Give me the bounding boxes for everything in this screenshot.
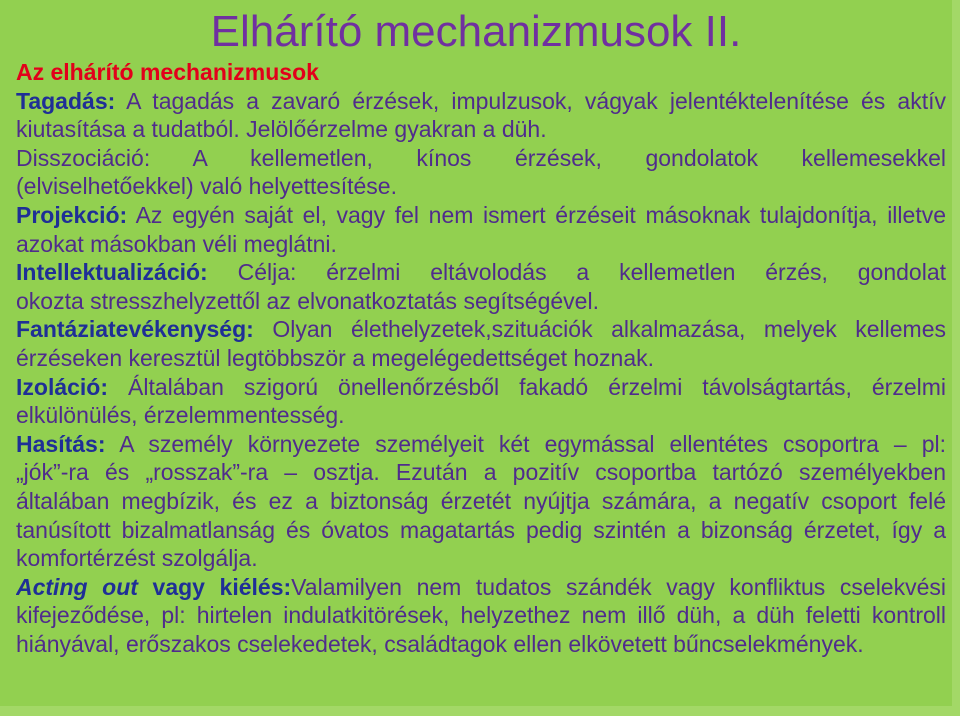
mechanism-line	[16, 573, 946, 602]
mechanism-text: Célja: érzelmi eltávolodás a kellemetlen érzés, gondolat	[237, 259, 946, 286]
mechanism-term: vagy kiélés:	[152, 573, 292, 600]
mechanism-text: Általában szigorú önellenőrzésből fakadó érzelmi távolságtartás, érzelmi	[128, 373, 946, 400]
mechanism-line	[16, 258, 946, 287]
mechanism-line	[16, 201, 946, 230]
mechanism-term: Projekció:	[16, 201, 128, 228]
mechanism-item-intellektualizacio	[16, 258, 946, 315]
mechanism-item-hasitas	[16, 430, 946, 573]
mechanism-text: azokat másokban véli meglátni.	[16, 230, 337, 257]
mechanism-item-tagadas	[16, 87, 946, 144]
mechanism-item-fantaziatevekenyseg	[16, 315, 946, 372]
mechanism-term: Hasítás:	[16, 430, 106, 457]
mechanism-text: kifejeződése, pl: hirtelen indulatkitörések, helyzethez nem illő düh, a düh feletti kontroll	[16, 602, 946, 629]
mechanism-line	[16, 315, 946, 344]
mechanism-line	[16, 430, 946, 459]
mechanism-text: tanúsított bizalmatlanság és óvatos magatartás pedig szintén a bizonság érzetet, így a	[16, 516, 946, 543]
mechanism-line	[16, 144, 946, 173]
mechanism-item-disszociacio	[16, 144, 946, 201]
mechanism-text: „jók”-ra és „rosszak”-ra – osztja. Ezután a pozitív csoportba tartózó személyekben	[16, 459, 946, 486]
mechanism-text: általában megbízik, és ez a biztonság érzetét nyújtja számára, a negatív csoport felé	[16, 487, 946, 514]
mechanism-text: A személy környezete személyeit két egymással ellentétes csoportra – pl:	[119, 430, 946, 457]
mechanism-line	[16, 87, 946, 116]
mechanism-text: okozta stresszhelyzettől az elvonatkoztatás segítségével.	[16, 287, 599, 314]
mechanism-text: Olyan élethelyzetek,szituációk alkalmazása, melyek kellemes	[272, 316, 946, 343]
mechanism-term: Tagadás:	[16, 87, 116, 114]
slide-title: Elhárító mechanizmusok II.	[210, 7, 742, 56]
mechanism-text: elkülönülés, érzelemmentesség.	[16, 402, 345, 429]
section-heading: Az elhárító mechanizmusok	[16, 59, 319, 85]
mechanism-term: Intellektualizáció:	[16, 259, 208, 286]
mechanism-term: Disszociáció:	[16, 144, 151, 171]
mechanism-text: (elviselhetőekkel) való helyettesítése.	[16, 173, 397, 200]
mechanism-term: Fantáziatevékenység:	[16, 316, 254, 343]
mechanism-text: kiutasítása a tudatból. Jelölőérzelme gyakran a düh.	[16, 116, 547, 143]
mechanism-item-acting-out	[16, 573, 946, 659]
mechanism-term-italic: Acting out	[16, 573, 138, 600]
mechanism-text: komfortérzést szolgálja.	[16, 545, 258, 572]
mechanism-text: A tagadás a zavaró érzések, impulzusok, vágyak jelentéktelenítése és aktív	[126, 87, 946, 114]
mechanism-item-izolacio	[16, 373, 946, 430]
mechanism-text: Valamilyen nem tudatos szándék vagy konfliktus cselekvési	[291, 573, 946, 600]
slide-content	[16, 58, 946, 658]
mechanism-text: hiányával, erőszakos cselekedetek, családtagok ellen elkövetett bűncselekmények.	[16, 630, 864, 657]
mechanism-text: A kellemetlen, kínos érzések, gondolatok kellemesekkel	[192, 144, 946, 171]
mechanism-line	[16, 373, 946, 402]
mechanism-text: Az egyén saját el, vagy fel nem ismert érzéseit másoknak tulajdonítja, illetve	[135, 201, 946, 228]
mechanism-term: Izoláció:	[16, 373, 109, 400]
mechanism-item-projekcio	[16, 201, 946, 258]
mechanism-text: érzéseken keresztül legtöbbször a megelégedettséget hoznak.	[16, 344, 655, 371]
